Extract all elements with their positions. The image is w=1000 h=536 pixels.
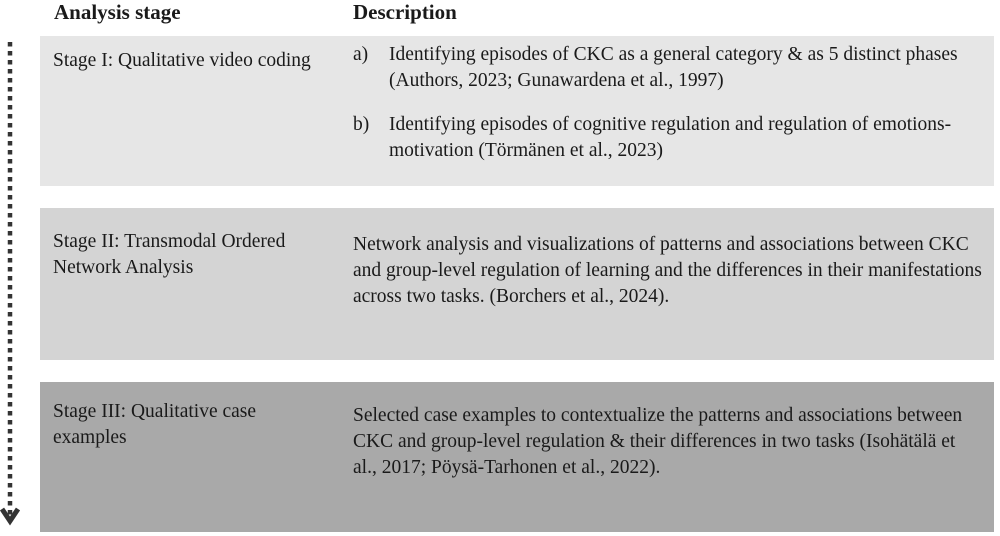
stage-2-description: Network analysis and visualizations of patterns and associations between CKC and group-level regulation of learning and the differences in their manifestations across two tasks. (Borchers et al., 2024). — [353, 234, 982, 307]
stage-3-row — [40, 382, 994, 532]
list-item — [353, 42, 983, 94]
description-header: Description — [353, 0, 457, 24]
stage-1-name: Stage I: Qualitative video coding — [53, 50, 311, 71]
stage-1-row — [40, 36, 994, 186]
list-item-marker: b) — [353, 114, 370, 135]
stage-3-name: Stage III: Qualitative case examples — [53, 401, 257, 448]
stage-2-row — [40, 208, 994, 360]
list-item-text: Identifying episodes of cognitive regulation and regulation of emotions-motivation (Törmänen et al., 2023) — [389, 114, 952, 161]
list-item-text: Identifying episodes of CKC as a general category & as 5 distinct phases (Authors, 2023; Gunawardena et al., 1997) — [389, 44, 958, 91]
stage-3-description: Selected case examples to contextualize the patterns and associations between CKC and group-level regulation & their differences in two tasks (Isohätälä et al., 2017; Pöysä-Tarhonen et al., 2022). — [353, 405, 963, 478]
analysis-stage-header: Analysis stage — [54, 0, 181, 24]
list-item — [353, 112, 983, 164]
stage-2-name: Stage II: Transmodal Ordered Network Analysis — [53, 231, 286, 278]
stage-1-description — [353, 42, 983, 164]
dotted-down-arrow-icon — [0, 40, 24, 532]
list-item-marker: a) — [353, 44, 369, 65]
